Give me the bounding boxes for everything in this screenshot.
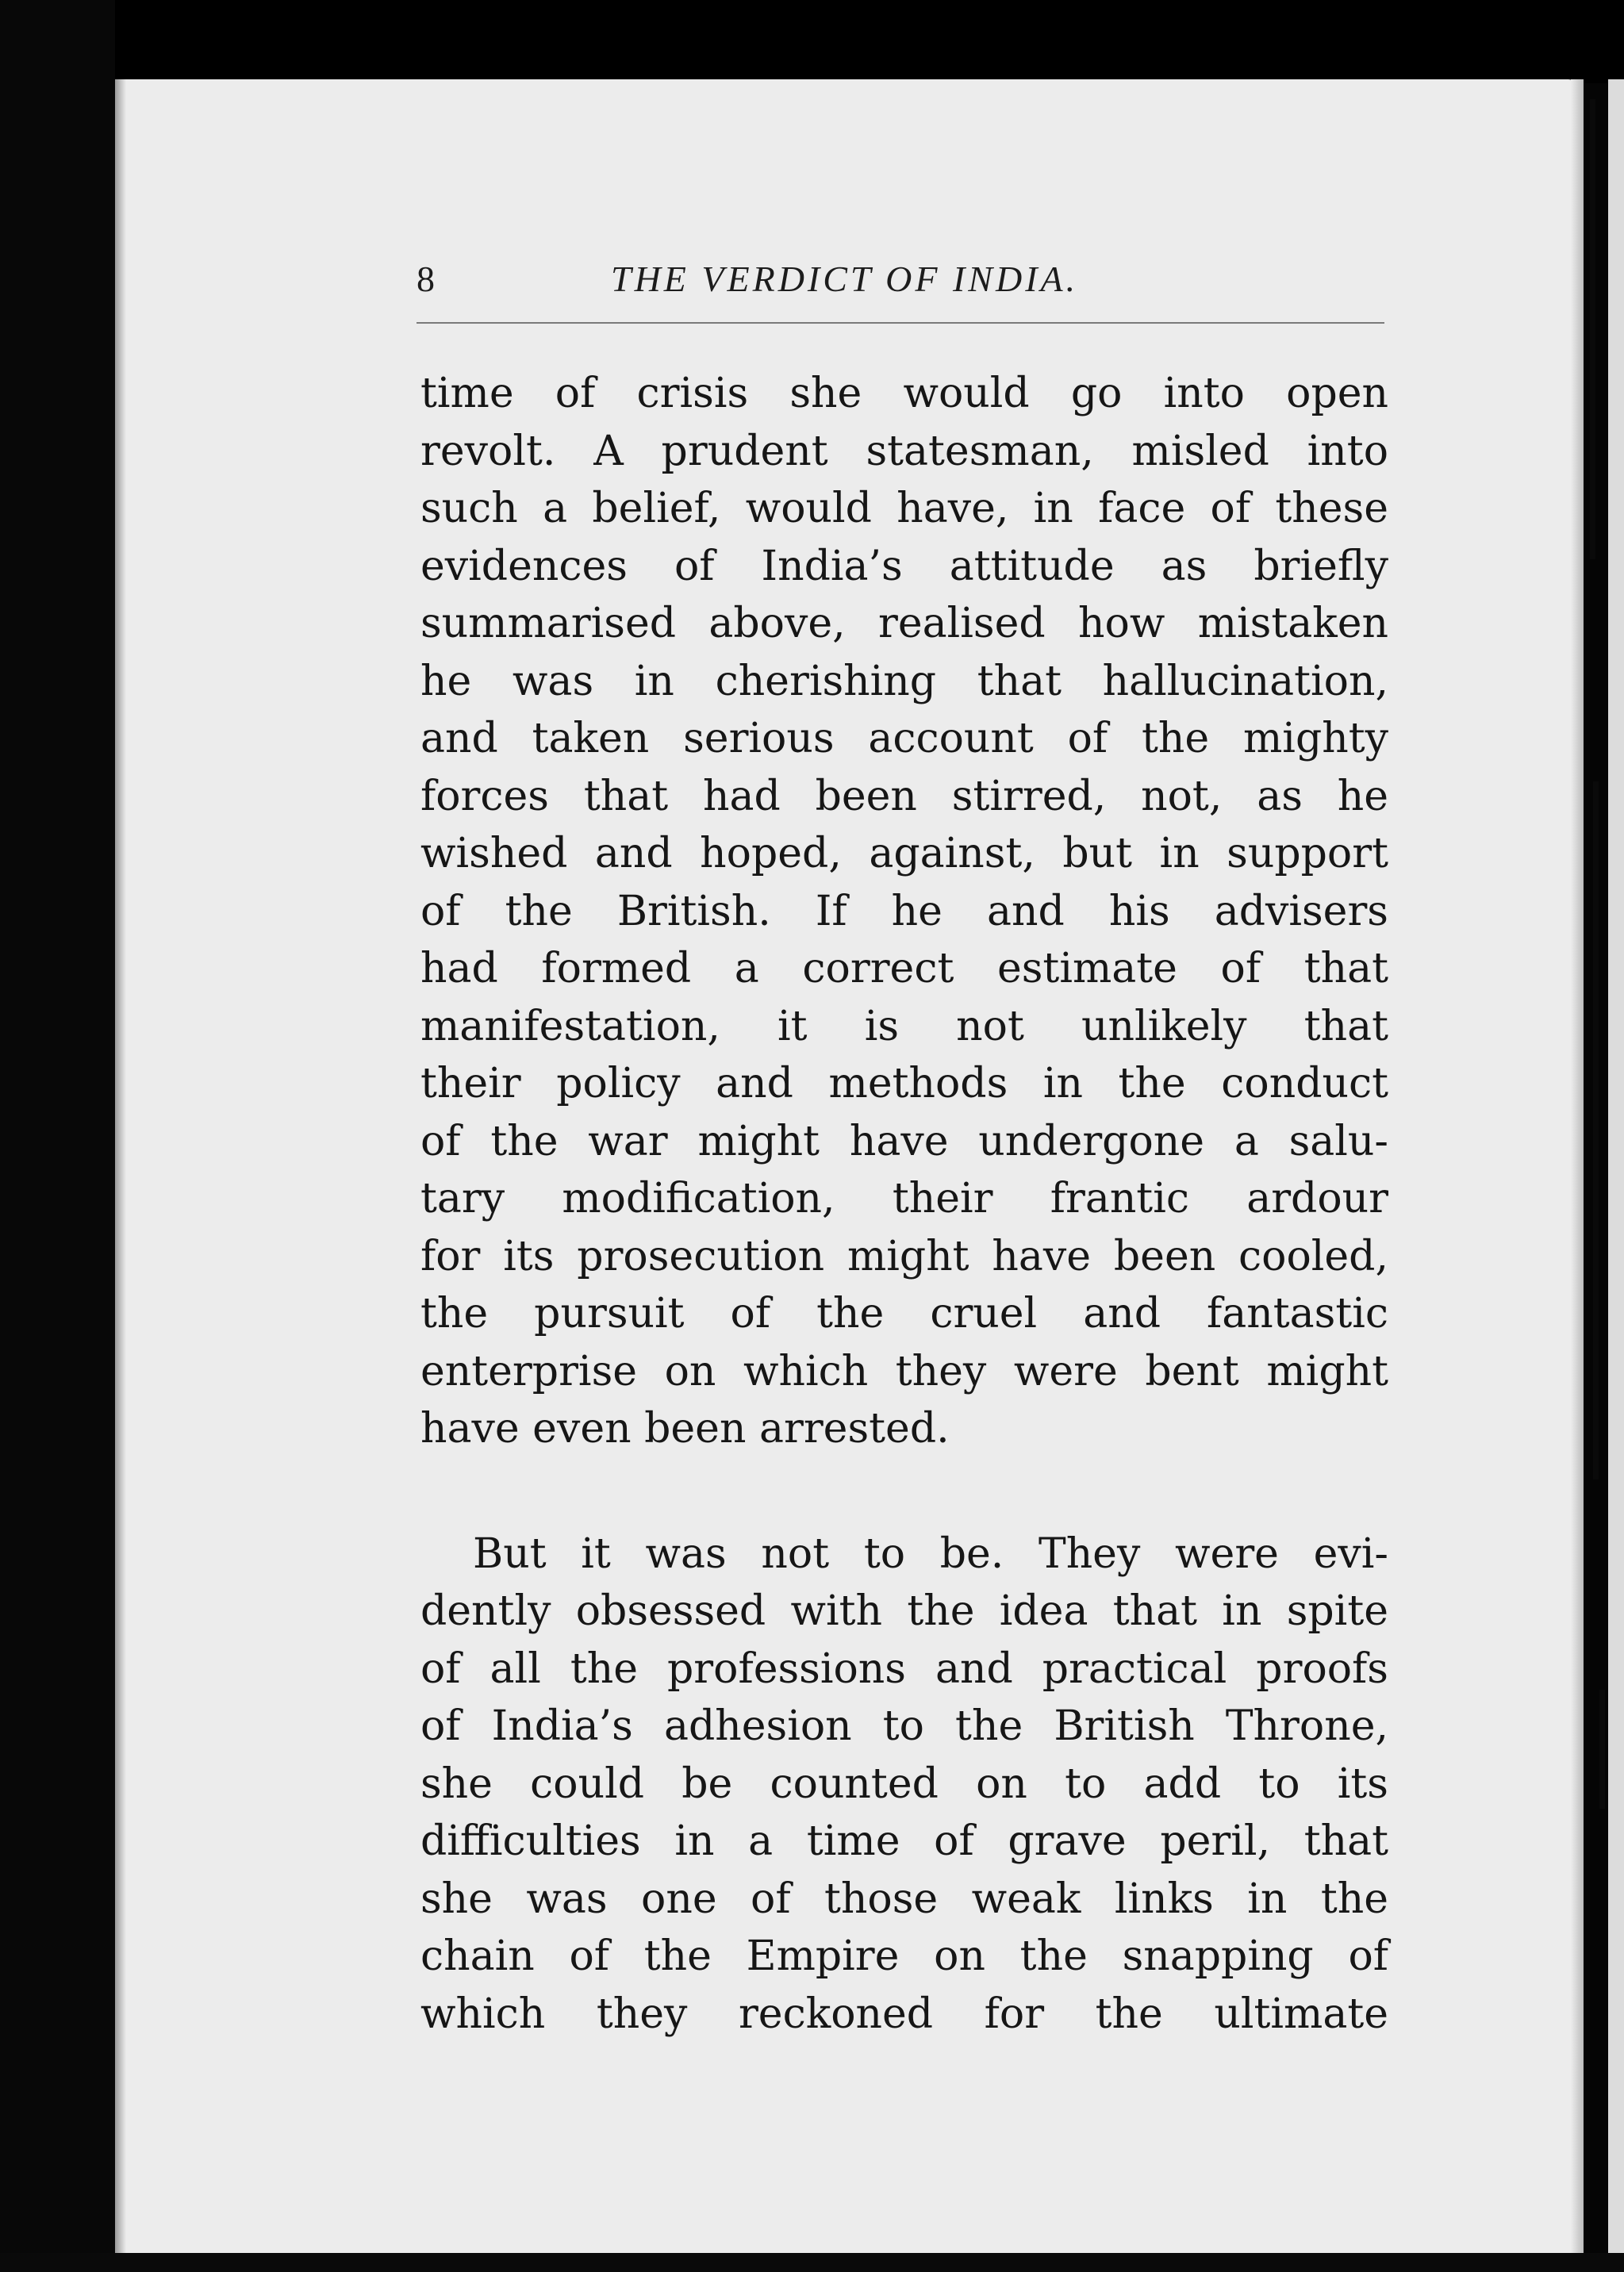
text-line: wished and hoped, against, but in support [420, 830, 1388, 877]
text-line: such a belief, would have, in face of these [420, 485, 1388, 532]
text-line: But it was not to be. They were evi- [473, 1529, 1388, 1578]
text-line: summarised above, realised how mistaken [420, 600, 1388, 647]
text-line: of all the professions and practical proofs [420, 1645, 1388, 1693]
scan-left-border [0, 0, 115, 2272]
adjacent-page-edge [1608, 79, 1624, 2272]
scan-bottom-border [0, 2253, 1624, 2272]
text-line: of India’s adhesion to the British Throne, [420, 1702, 1388, 1750]
page-left-shadow [115, 79, 126, 2253]
text-line: which they reckoned for the ultimate [420, 1990, 1388, 2038]
running-head: THE VERDICT OF INDIA. [611, 259, 1079, 299]
text-line: the pursuit of the cruel and fantastic [420, 1290, 1388, 1337]
text-line: of the British. If he and his advisers [420, 887, 1388, 935]
text-line: he was in cherishing that hallucination, [420, 657, 1388, 705]
text-line: she could be counted on to add to its [420, 1760, 1388, 1808]
text-line: evidences of India’s attitude as briefly [420, 542, 1388, 590]
text-line: for its prosecution might have been cooled, [420, 1232, 1388, 1280]
header-rule [417, 322, 1384, 324]
text-line: tary modification, their frantic ardour [420, 1175, 1388, 1222]
text-line: have even been arrested. [420, 1405, 950, 1453]
scan-top-border [0, 0, 1624, 83]
binding-edge-mark [1590, 99, 1595, 559]
text-line: enterprise on which they were bent might [420, 1347, 1388, 1395]
text-line: had formed a correct estimate of that [420, 945, 1388, 992]
binding-edge-mark [1599, 1690, 1605, 1809]
text-line: she was one of those weak links in the [420, 1875, 1388, 1923]
page-right-fold [1571, 79, 1584, 2253]
text-line: time of crisis she would go into open [420, 370, 1388, 417]
text-line: of the war might have undergone a salu- [420, 1117, 1388, 1165]
text-line: difficulties in a time of grave peril, that [420, 1817, 1388, 1865]
text-line: manifestation, it is not unlikely that [420, 1002, 1388, 1050]
text-line: forces that had been stirred, not, as he [420, 772, 1388, 820]
text-line: and taken serious account of the mighty [420, 715, 1388, 762]
binding-edge-mark [1593, 781, 1599, 1479]
body-text [420, 365, 1388, 2043]
page-header [417, 258, 1384, 307]
paragraph [420, 1526, 1388, 2044]
text-line: chain of the Empire on the snapping of [420, 1932, 1388, 1980]
paragraph [420, 365, 1388, 1458]
page-number: 8 [417, 259, 435, 299]
paragraph-gap [420, 1458, 1388, 1526]
text-line: their policy and methods in the conduct [420, 1060, 1388, 1107]
text-line: revolt. A prudent statesman, misled into [420, 427, 1388, 475]
text-line: dently obsessed with the idea that in spite [420, 1587, 1388, 1635]
